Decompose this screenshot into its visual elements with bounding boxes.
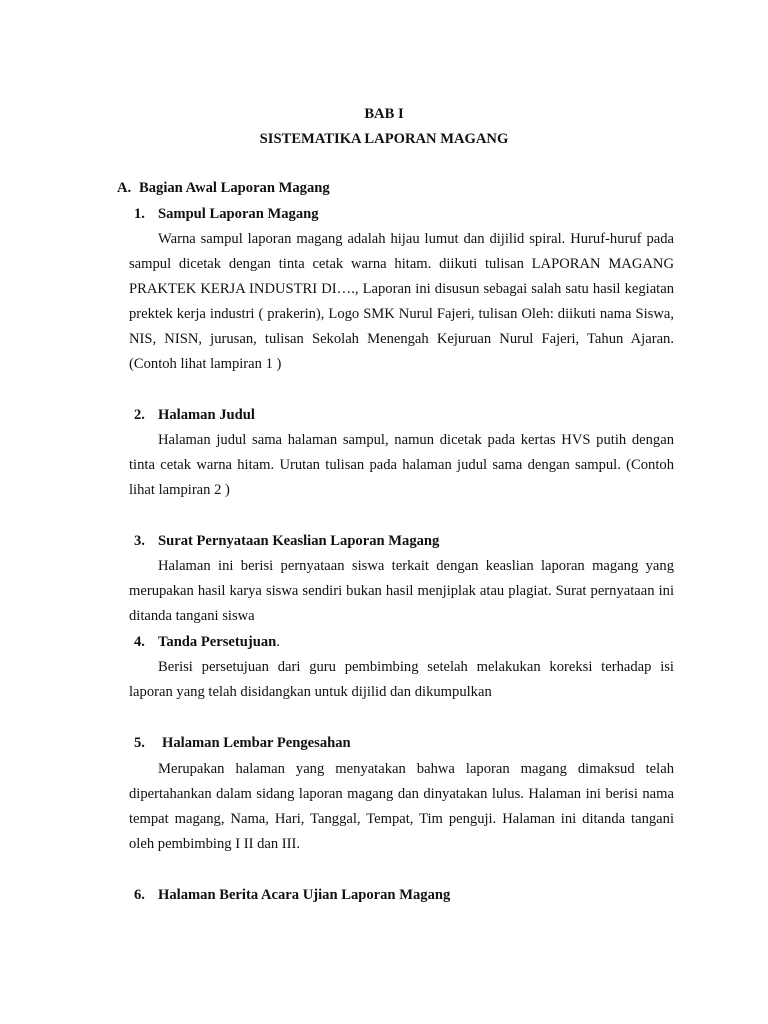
item-title: Halaman Judul [158, 407, 255, 423]
item-title: Surat Pernyataan Keaslian Laporan Magang [158, 533, 440, 549]
item-title: Halaman Berita Acara Ujian Laporan Magang [158, 887, 451, 903]
item-title: Halaman Lembar Pengesahan [162, 735, 351, 751]
item-paragraph-1: Warna sampul laporan magang adalah hijau lumut dan dijilid spiral. Huruf-huruf pada sampul dicetak dengan tinta cetak warna hitam. diikuti tulisan LAPORAN MAGANG PRAKTEK KERJA INDUSTRI DI…., Laporan ini disusun sebagai salah satu hasil kegiatan prektek kerja industri ( prakerin), Logo SMK Nurul Fajeri, tulisan Oleh: diikuti nama Siswa, NIS, NISN, jurusan, tulisan Sekolah Menengah Kejuruan Nurul Fajeri, Tahun Ajaran. (Contoh lihat lampiran 1 ) [129, 231, 674, 372]
item-number: 2. [134, 407, 145, 423]
item-heading-6 [134, 885, 450, 905]
item-heading-3 [134, 531, 439, 551]
item-paragraph-3: Halaman ini berisi pernyataan siswa terkait dengan keaslian laporan magang yang merupakan hasil karya siswa sendiri bukan hasil menjiplak atau plagiat. Surat pernyataan ini ditanda tangani siswa [129, 558, 674, 624]
chapter-label: BAB I [364, 106, 404, 122]
item-heading-5 [134, 733, 351, 753]
section-heading [117, 178, 330, 198]
chapter-title: SISTEMATIKA LAPORAN MAGANG [259, 131, 509, 147]
item-heading-2 [134, 405, 255, 425]
item-paragraph-2: Halaman judul sama halaman sampul, namun dicetak pada kertas HVS putih dengan tinta cetak warna hitam. Urutan tulisan pada halaman judul sama dengan sampul. (Contoh lihat lampiran 2 ) [129, 432, 674, 498]
item-paragraph-4: Berisi persetujuan dari guru pembimbing setelah melakukan koreksi terhadap isi laporan yang telah disidangkan untuk dijilid dan dikumpulkan [129, 659, 674, 700]
item-number: 5. [134, 735, 145, 751]
item-heading-4 [134, 632, 280, 652]
item-heading-1 [134, 204, 319, 224]
item-title: Sampul Laporan Magang [158, 206, 319, 222]
item-title-suffix: . [276, 634, 280, 650]
item-title: Tanda Persetujuan [158, 634, 277, 650]
section-letter: A. [117, 180, 132, 196]
item-number: 6. [134, 887, 145, 903]
item-number: 1. [134, 206, 145, 222]
section-title: Bagian Awal Laporan Magang [139, 180, 330, 196]
item-number: 4. [134, 634, 145, 650]
item-number: 3. [134, 533, 145, 549]
item-paragraph-5: Merupakan halaman yang menyatakan bahwa laporan magang dimaksud telah dipertahankan dalam sidang laporan magang dan dinyatakan lulus. Halaman ini berisi nama tempat magang, Nama, Hari, Tanggal, Tempat, Tim penguji. Halaman ini ditanda tangani oleh pembimbing I II dan III. [129, 761, 674, 852]
